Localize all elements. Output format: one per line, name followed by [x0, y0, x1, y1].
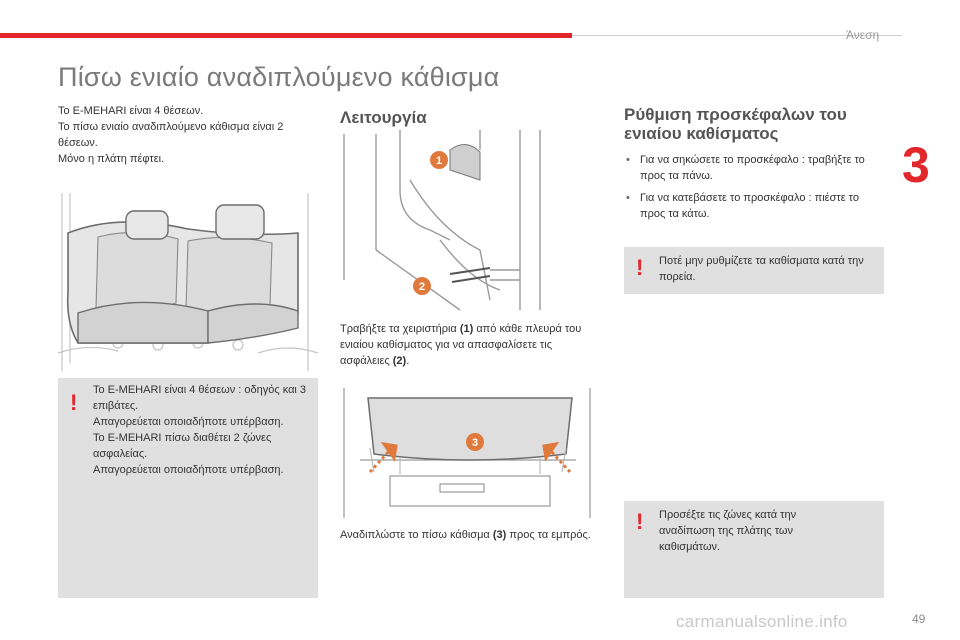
section-title: Άνεση	[846, 28, 880, 42]
rear-seat-illustration	[58, 193, 318, 373]
callout-1: 1	[435, 155, 443, 167]
header-accent-bar	[0, 33, 572, 38]
step-text: Τραβήξτε τα χειριστήρια	[340, 323, 460, 335]
warning-icon: !	[70, 390, 78, 415]
seat-release-illustration	[340, 130, 596, 315]
warning-line: Το E-MEHARI πίσω διαθέτει 2 ζώνες ασφαλείας.	[93, 432, 272, 460]
warning-icon: !	[636, 509, 644, 534]
warning-text: Προσέξτε τις ζώνες κατά την αναδίπωση της πλάτης των καθισμάτων.	[659, 509, 797, 553]
operation-step-fold	[340, 527, 596, 543]
step-text: από κάθε πλευρά του ενιαίου καθίσματος για να απασφαλίσετε τις ασφάλειες	[340, 323, 582, 367]
warning-line: Απαγορεύεται οποιαδήποτε υπέρβαση.	[93, 416, 284, 428]
callout-2: 2	[418, 281, 426, 293]
warning-box-belts	[624, 501, 884, 598]
step-ref: (3)	[492, 529, 507, 541]
warning-text: Ποτέ μην ρυθμίζετε τα καθίσματα κατά την πορεία.	[659, 255, 864, 283]
section-heading-headrest: Ρύθμιση προσκέφαλων του ενιαίου καθίσματος	[624, 105, 847, 143]
warning-line: Το E-MEHARI είναι 4 θέσεων : οδηγός και 3 επιβάτες.	[93, 384, 307, 412]
intro-line: Το πίσω ενιαίο αναδιπλούμενο κάθισμα είναι 2 θέσεων.	[58, 121, 284, 149]
list-item: • Για να σηκώσετε το προσκέφαλο : τραβήξτε το προς τα πάνω.	[624, 152, 882, 184]
page-number: 49	[912, 612, 926, 626]
list-item: • Για να κατεβάσετε το προσκέφαλο : πιέστε το προς τα κάτω.	[624, 190, 882, 222]
intro-line: Μόνο η πλάτη πέφτει.	[58, 153, 165, 165]
page-title: Πίσω ενιαίο αναδιπλούμενο κάθισμα	[58, 62, 500, 92]
warning-icon: !	[636, 255, 644, 280]
watermark: carmanualsonline.info	[676, 612, 848, 631]
warning-box-occupancy	[58, 378, 318, 598]
chapter-number: 3	[902, 137, 930, 193]
intro-line: Το E-MEHARI είναι 4 θέσεων.	[58, 105, 204, 117]
step-text: Αναδιπλώστε το πίσω κάθισμα	[340, 529, 493, 541]
seat-fold-illustration	[340, 388, 596, 518]
warning-box-driving	[624, 247, 884, 294]
step-ref: (2)	[392, 355, 407, 367]
section-heading-operation: Λειτουργία	[340, 108, 427, 127]
warning-line: Απαγορεύεται οποιαδήποτε υπέρβαση.	[93, 464, 284, 476]
headrest-instructions	[624, 152, 882, 228]
callout-3: 3	[471, 437, 479, 449]
step-text: .	[406, 355, 410, 367]
step-text: προς τα εμπρός.	[506, 529, 591, 541]
intro-text	[58, 103, 318, 167]
operation-step-unlock	[340, 321, 596, 369]
step-ref: (1)	[459, 323, 474, 335]
